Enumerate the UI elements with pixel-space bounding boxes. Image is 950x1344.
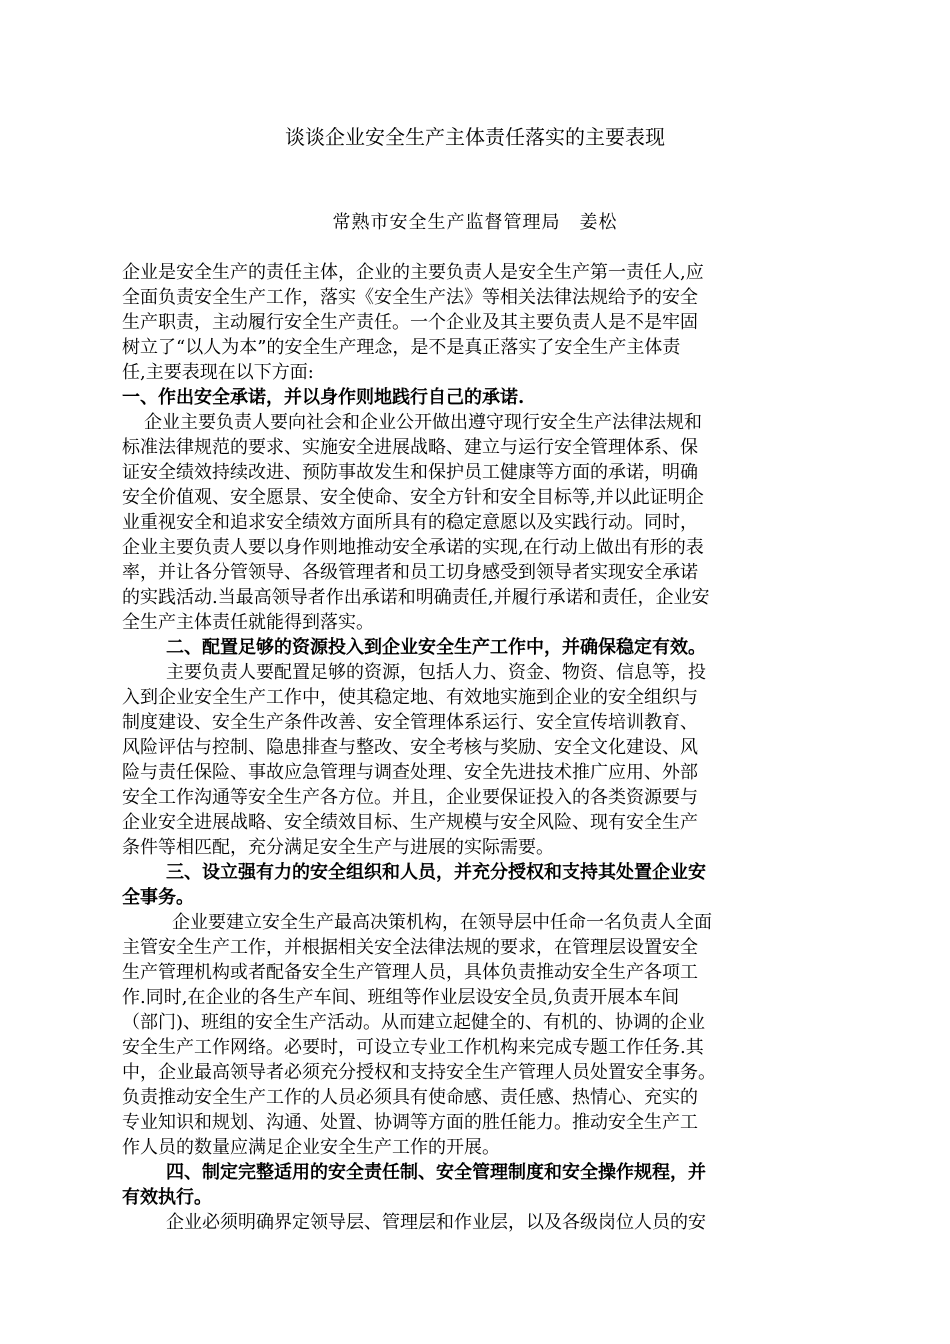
paragraph-line: 任,主要表现在以下方面: bbox=[122, 362, 314, 383]
paragraph-line: 的实践活动.当最高领导者作出承诺和明确责任,并履行承诺和责任，企业安 bbox=[122, 587, 710, 608]
page-title: 谈谈企业安全生产主体责任落实的主要表现 bbox=[285, 125, 665, 149]
paragraph-line: 生产管理机构或者配备安全生产管理人员，具体负责推动安全生产各项工 bbox=[122, 962, 698, 983]
paragraph-line: 企业要建立安全生产最高决策机构，在领导层中任命一名负责人全面 bbox=[172, 912, 712, 933]
section-heading-line: 四、制定完整适用的安全责任制、安全管理制度和安全操作规程，并 bbox=[166, 1162, 706, 1183]
paragraph-line: 企业主要负责人要以身作则地推动安全承诺的实现,在行动上做出有形的表 bbox=[122, 537, 704, 558]
paragraph-line: 证安全绩效持续改进、预防事故发生和保护员工健康等方面的承诺，明确 bbox=[122, 462, 698, 483]
paragraph-line: 企业是安全生产的责任主体，企业的主要负责人是安全生产第一责任人,应 bbox=[122, 262, 704, 283]
paragraph-line: 生产职责，主动履行安全生产责任。一个企业及其主要负责人是不是牢固 bbox=[122, 312, 698, 333]
section-heading-line: 全事务。 bbox=[122, 887, 194, 908]
paragraph-line: 中，企业最高领导者必须充分授权和支持安全生产管理人员处置安全事务。 bbox=[122, 1062, 716, 1083]
paragraph-line: 作人员的数量应满足企业安全生产工作的开展。 bbox=[122, 1137, 500, 1158]
section-heading-line: 有效执行。 bbox=[122, 1187, 212, 1208]
paragraph-line: （部门)、班组的安全生产活动。从而建立起健全的、有机的、协调的企业 bbox=[122, 1012, 706, 1033]
paragraph-line: 险与责任保险、事故应急管理与调查处理、安全先进技术推广应用、外部 bbox=[122, 762, 698, 783]
paragraph-line: 率，并让各分管领导、各级管理者和员工切身感受到领导者实现安全承诺 bbox=[122, 562, 698, 583]
paragraph-line: 树立了“以人为本”的安全生产理念，是不是真正落实了安全生产主体责 bbox=[122, 337, 681, 358]
paragraph-line: 主要负责人要配置足够的资源，包括人力、资金、物资、信息等，投 bbox=[166, 662, 706, 683]
paragraph-line: 条件等相匹配，充分满足安全生产与进展的实际需要。 bbox=[122, 837, 554, 858]
paragraph-line: 标准法律规范的要求、实施安全进展战略、建立与运行安全管理体系、保 bbox=[122, 437, 698, 458]
document-body bbox=[122, 260, 852, 1235]
section-heading-line: 二、配置足够的资源投入到企业安全生产工作中，并确保稳定有效。 bbox=[166, 637, 706, 658]
section-heading-line: 三、设立强有力的安全组织和人员，并充分授权和支持其处置企业安 bbox=[166, 862, 706, 883]
paragraph-line: 企业安全进展战略、安全绩效目标、生产规模与安全风险、现有安全生产 bbox=[122, 812, 698, 833]
paragraph-line: 企业必须明确界定领导层、管理层和作业层，以及各级岗位人员的安 bbox=[166, 1212, 706, 1233]
paragraph-line: 专业知识和规划、沟通、处置、协调等方面的胜任能力。推动安全生产工 bbox=[122, 1112, 698, 1133]
paragraph-line: 安全生产工作网络。必要时，可设立专业工作机构来完成专题工作任务.其 bbox=[122, 1037, 704, 1058]
paragraph-line: 作.同时,在企业的各生产车间、班组等作业层设安全员,负责开展本车间 bbox=[122, 987, 680, 1008]
paragraph-line: 主管安全生产工作，并根据相关安全法律法规的要求，在管理层设置安全 bbox=[122, 937, 698, 958]
paragraph-line: 入到企业安全生产工作中，使其稳定地、有效地实施到企业的安全组织与 bbox=[122, 687, 698, 708]
paragraph-line: 全面负责安全生产工作，落实《安全生产法》等相关法律法规给予的安全 bbox=[122, 287, 698, 308]
section-heading-line: 一、作出安全承诺，并以身作则地践行自己的承诺. bbox=[122, 387, 525, 408]
paragraph-line: 安全工作沟通等安全生产各方位。并且，企业要保证投入的各类资源要与 bbox=[122, 787, 698, 808]
paragraph-line: 业重视安全和追求安全绩效方面所具有的稳定意愿以及实践行动。同时， bbox=[122, 512, 698, 533]
paragraph-line: 制度建设、安全生产条件改善、安全管理体系运行、安全宣传培训教育、 bbox=[122, 712, 698, 733]
paragraph-line: 风险评估与控制、隐患排查与整改、安全考核与奖励、安全文化建设、风 bbox=[122, 737, 698, 758]
author-line: 常熟市安全生产监督管理局 姜松 bbox=[332, 212, 618, 233]
paragraph-line: 企业主要负责人要向社会和企业公开做出遵守现行安全生产法律法规和 bbox=[144, 412, 702, 433]
paragraph-line: 安全价值观、安全愿景、安全使命、安全方针和安全目标等,并以此证明企 bbox=[122, 487, 704, 508]
paragraph-line: 负责推动安全生产工作的人员必须具有使命感、责任感、热情心、充实的 bbox=[122, 1087, 698, 1108]
paragraph-line: 全生产主体责任就能得到落实。 bbox=[122, 612, 374, 633]
